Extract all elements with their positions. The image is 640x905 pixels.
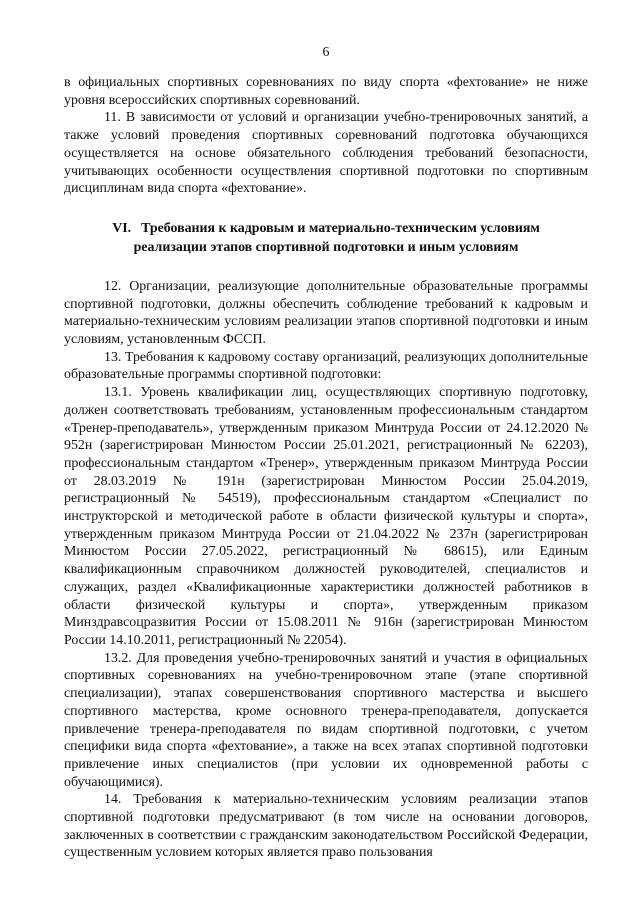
page-number: 6 — [322, 45, 330, 60]
section-heading-line1 — [64, 219, 588, 238]
paragraph-11: 11. В зависимости от условий и организации учебно-тренировочных занятий, а также условий проведения спортивных соревнований подготовка обучающихся осуществляется на основе обязательного соблюдения требований безопасности, учитывающих особенности осуществления спортивной подготовки по спортивным дисциплинам вида спорта «фехтование». — [64, 110, 588, 197]
section-heading — [64, 219, 588, 257]
section-number: VI. — [112, 220, 132, 236]
section-title-line2: реализации этапов спортивной подготовки и иным условиям — [133, 239, 519, 255]
paragraph-13-2: 13.2. Для проведения учебно-тренировочных занятий и участия в официальных спортивных соревнованиях на учебно-тренировочном этапе (этапе спортивной специализации), этапах совершенствования спортивного мастерства и высшего спортивного мастерства, кроме основного тренера-преподавателя, допускается привлечение тренера-преподавателя по видам спортивной подготовки, с учетом специфики вида спорта «фехтование», а также на всех этапах спортивной подготовки привлечение иных специалистов (при условии их одновременной работы с обучающимися). — [64, 650, 588, 790]
paragraph-13-1: 13.1. Уровень квалификации лиц, осуществляющих спортивную подготовку, должен соответствовать требованиям, установленным профессиональным стандартом «Тренер-преподаватель», утвержденным приказом Минтруда России от 24.12.2020 № 952н (зарегистрирован Минюстом России 25.01.2021, регистрационный № 62203), профессиональным стандартом «Тренер», утвержденным приказом Минтруда России от 28.03.2019 № 191н (зарегистрирован Минюстом России 25.04.2019, регистрационный № 54519), профессиональным стандартом «Специалист по инструкторской и методической работе в области физической культуры и спорта», утвержденным приказом Минтруда России от 21.04.2022 № 237н (зарегистрирован Минюстом России 27.05.2022, регистрационный № 68615), или Единым квалификационным справочником должностей руководителей, специалистов и служащих, раздел «Квалификационные характеристики должностей работников в области физической культуры и спорта», утвержденным приказом Минздравсоцразвития России от 15.08.2011 № 916н (зарегистрирован Минюстом России 14.10.2011, регистрационный № 22054). — [64, 385, 588, 648]
paragraph-13: 13. Требования к кадровому составу организаций, реализующих дополнительные образовательные программы спортивной подготовки: — [64, 349, 588, 383]
section-title-line1: Требования к кадровым и материально-техническим условиям — [141, 220, 540, 236]
paragraph-14: 14. Требования к материально-техническим условиям реализации этапов спортивной подготовки предусматривают (в том числе на основании договоров, заключенных в соответствии с гражданским законодательством Российской Федерации, существенным условием которых является право пользования — [64, 792, 588, 861]
paragraph-12: 12. Организации, реализующие дополнительные образовательные программы спортивной подготовки, должны обеспечить соблюдение требований к кадровым и материально-техническим условиям реализации этапов спортивной подготовки и иным условиям, установленным ФССП. — [64, 278, 588, 348]
paragraph-continuation: в официальных спортивных соревнованиях по виду спорта «фехтование» не ниже уровня всероссийских спортивных соревнований. — [64, 75, 588, 108]
